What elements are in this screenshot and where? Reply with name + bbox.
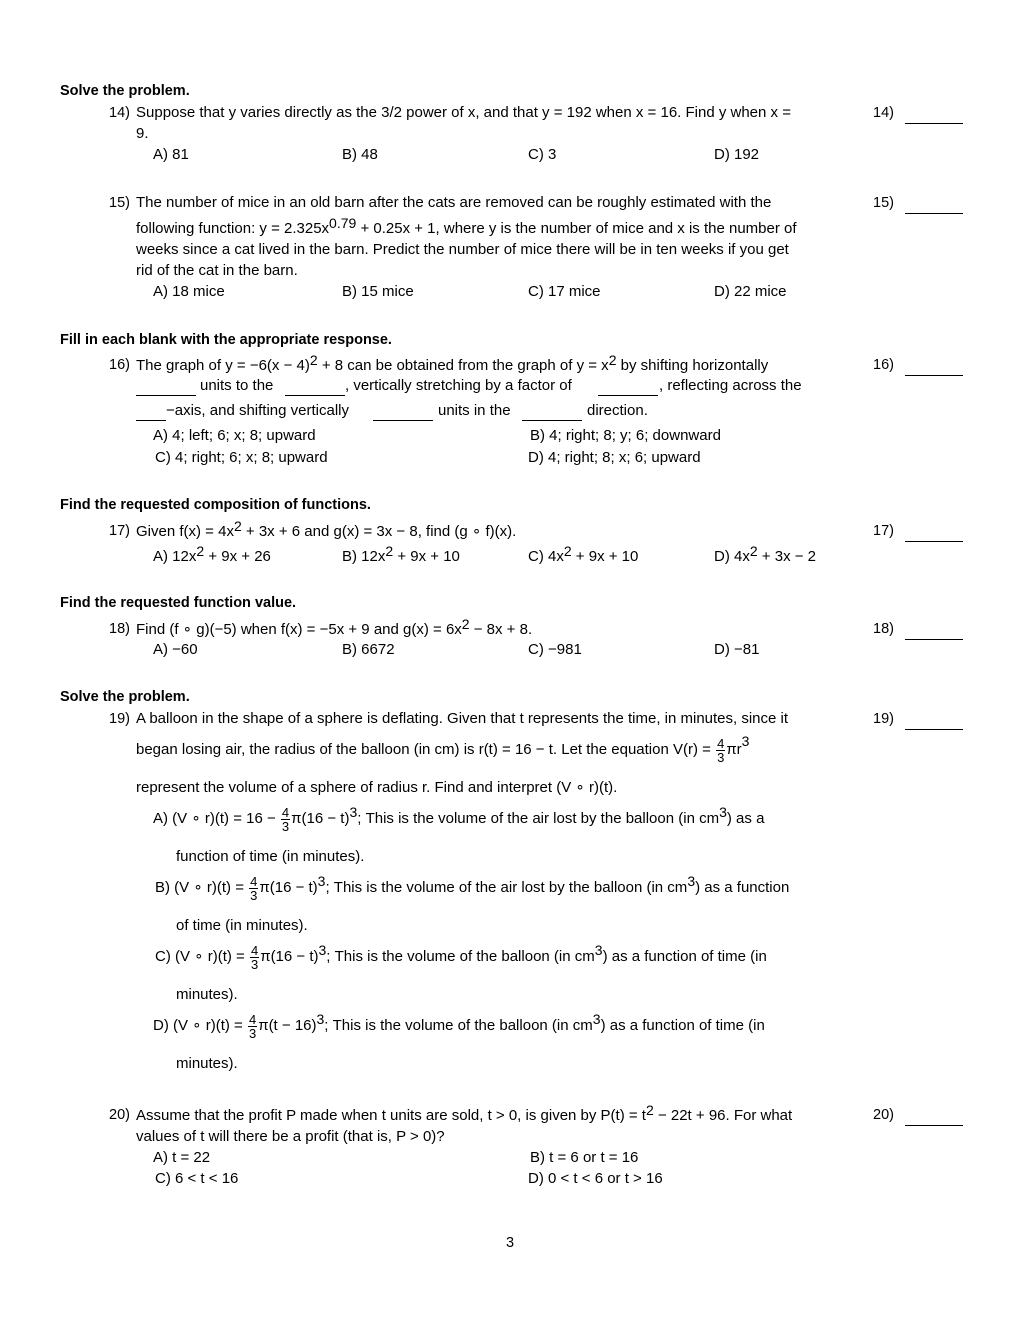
answer-label: 16) bbox=[873, 357, 894, 373]
fill-blank[interactable] bbox=[522, 420, 582, 421]
choice-a[interactable]: A) −60 bbox=[153, 641, 198, 658]
answer-label: 14) bbox=[873, 105, 894, 121]
choice-c[interactable]: C) 4; right; 6; x; 8; upward bbox=[155, 449, 328, 466]
answer-label: 15) bbox=[873, 195, 894, 211]
question-text: following function: y = 2.325x0.79 + 0.25x + 1, where y is the number of mice and x is the number of bbox=[136, 215, 797, 237]
choice-d-continued: minutes). bbox=[176, 1055, 238, 1072]
choice-b[interactable]: B) (V ∘ r)(t) = $\frac{4}{3}$ π(16 − t)3; This is the volume of the air lost by the balloon (in cm3) as a function bbox=[155, 873, 790, 903]
question-text: 9. bbox=[136, 125, 149, 142]
choice-c[interactable]: C) 6 < t < 16 bbox=[155, 1170, 239, 1187]
choice-a[interactable]: A) t = 22 bbox=[153, 1149, 211, 1166]
question-text: Suppose that y varies directly as the 3/2 power of x, and that y = 192 when x = 16. Find y when x = bbox=[136, 104, 791, 121]
question-number: 15) bbox=[109, 195, 130, 211]
choice-d[interactable]: D) 192 bbox=[714, 146, 760, 163]
choice-a[interactable]: A) 4; left; 6; x; 8; upward bbox=[153, 427, 316, 444]
question-text: The graph of y = −6(x − 4)2 + 8 can be obtained from the graph of y = x2 by shifting horizontally bbox=[136, 352, 769, 374]
choice-b[interactable]: B) 15 mice bbox=[342, 283, 414, 300]
question-text: weeks since a cat lived in the barn. Predict the number of mice there will be in ten weeks if you get bbox=[136, 241, 789, 258]
question-text: began losing air, the radius of the balloon (in cm) is r(t) = 16 − t. Let the equation V(r) = $\frac{4}{3}$ πr3 bbox=[136, 733, 750, 765]
choice-b[interactable]: B) 6672 bbox=[342, 641, 395, 658]
choice-d[interactable]: D) 4x2 + 3x − 2 bbox=[714, 543, 817, 565]
answer-blank[interactable] bbox=[905, 1125, 963, 1126]
fill-blank[interactable] bbox=[373, 420, 433, 421]
choice-a[interactable]: A) 81 bbox=[153, 146, 189, 163]
section-heading: Fill in each blank with the appropriate response. bbox=[60, 332, 392, 348]
question-text: represent the volume of a sphere of radius r. Find and interpret (V ∘ r)(t). bbox=[136, 779, 618, 796]
choice-c[interactable]: C) 17 mice bbox=[528, 283, 601, 300]
choice-d[interactable]: D) 0 < t < 6 or t > 16 bbox=[528, 1170, 663, 1187]
question-text: The number of mice in an old barn after the cats are removed can be roughly estimated with the bbox=[136, 194, 772, 211]
question-number: 20) bbox=[109, 1107, 130, 1123]
choice-a[interactable]: A) 12x2 + 9x + 26 bbox=[153, 543, 271, 565]
fill-blank[interactable] bbox=[598, 395, 658, 396]
question-number: 14) bbox=[109, 105, 130, 121]
question-text: Find (f ∘ g)(−5) when f(x) = −5x + 9 and g(x) = 6x2 − 8x + 8. bbox=[136, 616, 533, 638]
choice-d[interactable]: D) −81 bbox=[714, 641, 760, 658]
choice-c[interactable]: C) 3 bbox=[528, 146, 557, 163]
fill-blank[interactable] bbox=[136, 395, 196, 396]
choice-c[interactable]: C) −981 bbox=[528, 641, 582, 658]
choice-c-continued: minutes). bbox=[176, 986, 238, 1003]
answer-label: 18) bbox=[873, 621, 894, 637]
choice-b[interactable]: B) t = 6 or t = 16 bbox=[530, 1149, 639, 1166]
fraction: $\frac{4}{3}$ bbox=[717, 735, 725, 765]
answer-blank[interactable] bbox=[905, 639, 963, 640]
choice-a[interactable]: A) (V ∘ r)(t) = 16 − $\frac{4}{3}$ π(16 − t)3; This is the volume of the air lost by the balloon (in cm3) as a bbox=[153, 804, 765, 834]
answer-blank[interactable] bbox=[905, 213, 963, 214]
answer-label: 20) bbox=[873, 1107, 894, 1123]
answer-blank[interactable] bbox=[905, 541, 963, 542]
choice-c[interactable]: C) 4x2 + 9x + 10 bbox=[528, 543, 639, 565]
choice-d[interactable]: D) 22 mice bbox=[714, 283, 787, 300]
choice-b[interactable]: B) 4; right; 8; y; 6; downward bbox=[530, 427, 721, 444]
question-text: Assume that the profit P made when t units are sold, t > 0, is given by P(t) = t2 − 22t + 96. For what bbox=[136, 1102, 793, 1124]
question-number: 18) bbox=[109, 621, 130, 637]
section-heading: Find the requested composition of functions. bbox=[60, 497, 371, 513]
answer-label: 17) bbox=[873, 523, 894, 539]
question-number: 19) bbox=[109, 711, 130, 727]
choice-a[interactable]: A) 18 mice bbox=[153, 283, 225, 300]
choice-c[interactable]: C) (V ∘ r)(t) = $\frac{4}{3}$ π(16 − t)3; This is the volume of the balloon (in cm3) as a function of time (in bbox=[155, 942, 767, 972]
section-heading: Find the requested function value. bbox=[60, 595, 297, 611]
section-heading: Solve the problem. bbox=[60, 83, 190, 99]
question-text: rid of the cat in the barn. bbox=[136, 262, 298, 279]
answer-blank[interactable] bbox=[905, 729, 963, 730]
choice-b-continued: of time (in minutes). bbox=[176, 917, 308, 934]
question-text: units to the bbox=[200, 377, 274, 394]
answer-blank[interactable] bbox=[905, 123, 963, 124]
question-text: units in the bbox=[438, 402, 511, 419]
question-text: −axis, and shifting vertically bbox=[166, 402, 350, 419]
answer-label: 19) bbox=[873, 711, 894, 727]
answer-blank[interactable] bbox=[905, 375, 963, 376]
fill-blank[interactable] bbox=[285, 395, 345, 396]
question-text: values of t will there be a profit (that is, P > 0)? bbox=[136, 1128, 445, 1145]
section-heading: Solve the problem. bbox=[60, 689, 190, 705]
page-number: 3 bbox=[506, 1235, 515, 1251]
question-text: Given f(x) = 4x2 + 3x + 6 and g(x) = 3x − 8, find (g ∘ f)(x). bbox=[136, 518, 517, 540]
fill-blank[interactable] bbox=[136, 420, 166, 421]
choice-b[interactable]: B) 12x2 + 9x + 10 bbox=[342, 543, 460, 565]
question-number: 17) bbox=[109, 523, 130, 539]
question-text: direction. bbox=[587, 402, 648, 419]
question-text: , vertically stretching by a factor of bbox=[345, 377, 572, 394]
choice-d[interactable]: D) (V ∘ r)(t) = $\frac{4}{3}$ π(t − 16)3; This is the volume of the balloon (in cm3) as a function of time (in bbox=[153, 1011, 765, 1041]
question-number: 16) bbox=[109, 357, 130, 373]
question-text: A balloon in the shape of a sphere is deflating. Given that t represents the time, in minutes, since it bbox=[136, 710, 789, 727]
choice-d[interactable]: D) 4; right; 8; x; 6; upward bbox=[528, 449, 701, 466]
question-text: , reflecting across the bbox=[659, 377, 802, 394]
choice-b[interactable]: B) 48 bbox=[342, 146, 378, 163]
choice-a-continued: function of time (in minutes). bbox=[176, 848, 365, 865]
